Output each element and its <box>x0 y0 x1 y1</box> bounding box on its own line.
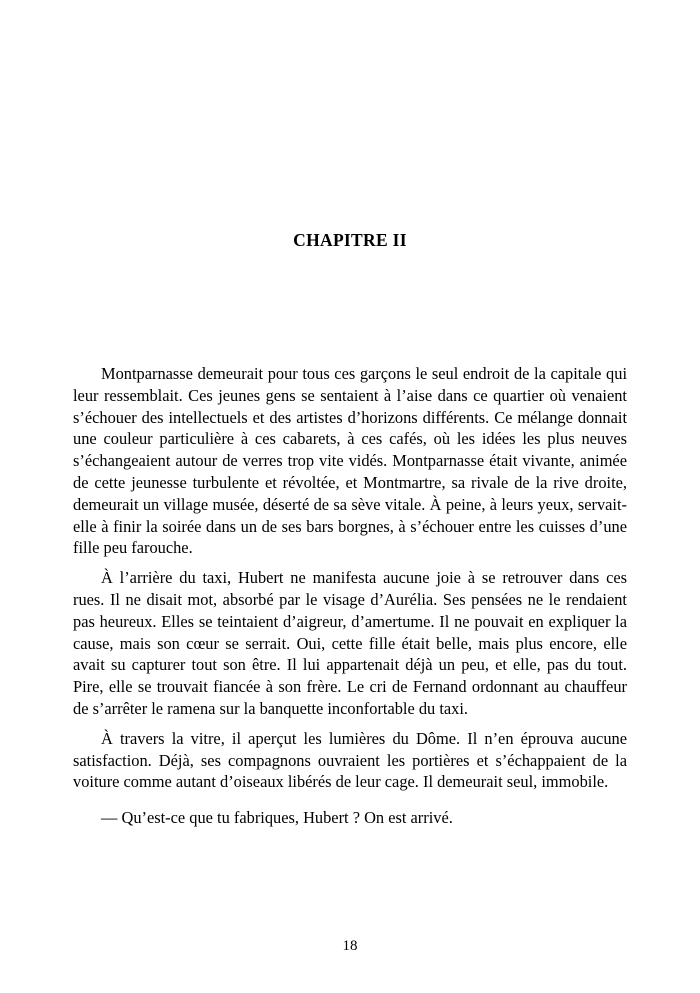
page-number: 18 <box>342 938 358 954</box>
dialogue-line: — Qu’est-ce que tu fabriques, Hubert ? On est arrivé. <box>101 808 453 828</box>
body-text <box>0 363 700 829</box>
chapter-title: CHAPITRE II <box>293 230 407 250</box>
paragraph: À travers la vitre, il aperçut les lumières du Dôme. Il n’en éprouva aucune satisfaction. Déjà, ses compagnons ouvraient les portières et s’échappaient de la voiture comme autant d’oiseaux libérés de leur cage. Il demeurait seul, immobile. <box>73 728 627 792</box>
paragraph: Montparnasse demeurait pour tous ces garçons le seul endroit de la capitale qui leur ressemblait. Ces jeunes gens se sentaient à l’aise dans ce quartier où venaient s’échouer des intellectuels et des artistes d’horizons différents. Ce mélange donnait une couleur particulière à ces cabarets, à ces cafés, où les idées les plus neuves s’échangeaient autour de verres trop vite vidés. Montparnasse était vivante, animée de cette jeunesse turbulente et révoltée, et Montmartre, sa rivale de la rive droite, demeurait un village musée, déserté de sa sève vitale. À peine, à leurs yeux, servait-elle à finir la soirée dans un de ses bars borgnes, à s’échouer entre les cuisses d’une fille peu farouche. <box>73 364 627 558</box>
paragraph: À l’arrière du taxi, Hubert ne manifesta aucune joie à se retrouver dans ces rues. Il ne disait mot, absorbé par le visage d’Aurélia. Ses pensées ne le rendaient pas heureux. Elles se teintaient d’aigreur, d’amertume. Il ne pouvait en expliquer la cause, mais son cœur se serrait. Oui, cette fille était belle, mais plus encore, elle avait su capturer tout son être. Il lui appartenait déjà un peu, et elle, pas du tout. Pire, elle se trouvait fiancée à son frère. Le cri de Fernand ordonnant au chauffeur de s’arrêter le ramena sur la banquette inconfortable du taxi. <box>73 568 627 718</box>
